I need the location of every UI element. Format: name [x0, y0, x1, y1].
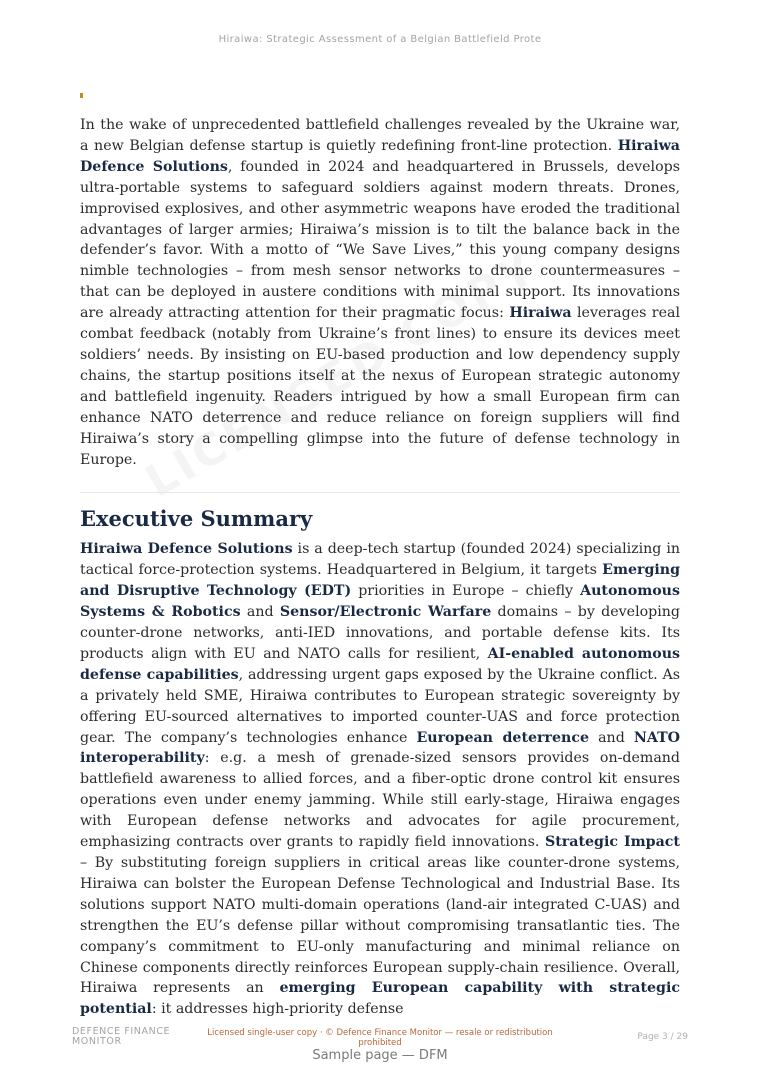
running-header: Hiraiwa: Strategic Assessment of a Belgian Battlefield Prote	[218, 34, 542, 45]
intro-paragraph: In the wake of unprecedented battlefield challenges revealed by the Ukraine war, a new Belgian defense startup is quietly redefining front-line protection. Hiraiwa Defence Solutions, founded in 2024 and headquartered in Brussels, develops ultra-portable systems to safeguard soldiers against modern threats. Drones, improvised explosives, and other asymmetric weapons have eroded the traditional advantages of larger armies; Hiraiwa’s mission is to tilt the balance back in the defender’s favor. With a motto of “We Save Lives,” this young company designs nimble technologies – from mesh sensor networks to drone countermeasures – that can be deployed in austere conditions with minimal support. Its innovations are already attracting attention for their pragmatic focus: Hiraiwa leverages real combat feedback (notably from Ukraine’s front lines) to ensure its devices meet soldiers’ needs. By insisting on EU-based production and low dependency supply chains, the startup positions itself at the nexus of European strategic autonomy and battlefield ingenuity. Readers intrigued by how a small European firm can enhance NATO deterrence and reduce reliance on foreign suppliers will find Hiraiwa’s story a compelling glimpse into the future of defense technology in Europe.	[80, 117, 680, 468]
accent-marker	[80, 93, 83, 98]
sample-page-label: Sample page — DFM	[312, 1048, 448, 1063]
page-content	[80, 115, 680, 1020]
footer-license-line2: prohibited	[358, 1038, 402, 1048]
footer-brand-line2: MONITOR	[72, 1036, 122, 1047]
company-name-bold: Hiraiwa Defence Solutions	[80, 137, 680, 175]
footer-license-line1: Licensed single-user copy · © Defence Finance Monitor — resale or redistribution	[207, 1028, 553, 1038]
footer-brand-line1: DEFENCE FINANCE	[72, 1026, 171, 1037]
section-divider	[80, 492, 680, 493]
page-number: Page 3 / 29	[637, 1032, 688, 1042]
company-short-bold: Hiraiwa	[509, 305, 572, 322]
footer-license	[200, 1028, 560, 1048]
footer-brand	[72, 1027, 170, 1047]
summary-paragraph: Hiraiwa Defence Solutions is a deep-tech startup (founded 2024) specializing in tactical force-protection systems. Headquartered in Belgium, it targets Emerging and Disruptive Technology (EDT) priorities in Europe – chiefly Autonomous Systems & Robotics and Sensor/Electronic Warfare domains – by developing counter-drone networks, anti-IED innovations, and portable defense kits. Its products align with EU and NATO calls for resilient, AI-enabled autonomous defense capabilities, addressing urgent gaps exposed by the Ukraine conflict. As a privately held SME, Hiraiwa contributes to European strategic sovereignty by offering EU-sourced alternatives to imported counter-UAS and force protection gear. The company’s technologies enhance European deterrence and NATO interoperability: e.g. a mesh of grenade-sized sensors provides on-demand battlefield awareness to allied forces, and a fiber-optic drone control kit ensures operations even under enemy jamming. While still early-stage, Hiraiwa engages with European defense networks and advocates for agile procurement, emphasizing contracts over grants to rapidly field innovations. Strategic Impact – By substituting foreign suppliers in critical areas like counter-drone systems, Hiraiwa can bolster the European Defense Technological and Industrial Base. Its solutions support NATO multi-domain operations (land-air integrated C-UAS) and strengthen the EU’s defense pillar without compromising transatlantic ties. The company’s commitment to EU-only manufacturing and minimal reliance on Chinese components directly reinforces European supply-chain resilience. Overall, Hiraiwa represents an emerging European capability with strategic potential: it addresses high-priority defense	[80, 541, 681, 1018]
section-heading: Executive Summary	[80, 506, 313, 532]
